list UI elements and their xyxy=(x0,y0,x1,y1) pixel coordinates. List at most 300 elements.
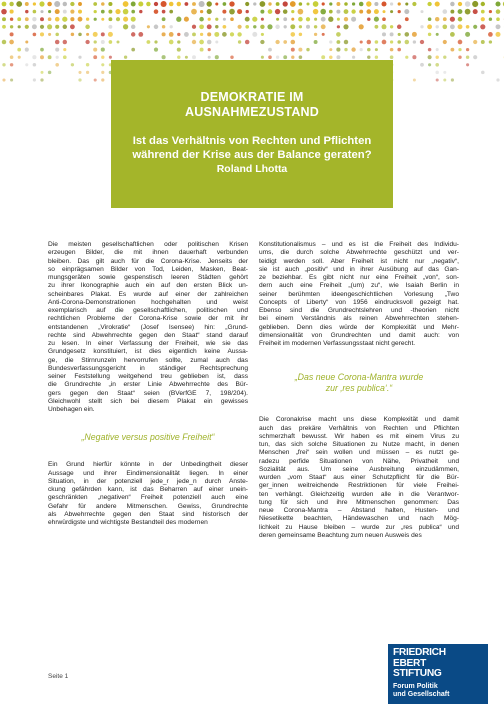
text-line: tun, das sich solche Situationen zu Nutze macht, in denen xyxy=(259,441,459,448)
decorative-dot xyxy=(78,78,81,81)
decorative-dot xyxy=(176,17,181,22)
decorative-dot xyxy=(10,25,13,28)
decorative-dot xyxy=(101,10,105,14)
decorative-dot xyxy=(63,10,67,14)
decorative-dot xyxy=(322,33,325,36)
decorative-dot xyxy=(154,9,159,14)
decorative-dot xyxy=(336,2,340,6)
text-line: Die Coronakrise macht uns diese Komplexität und damit xyxy=(259,416,459,424)
text-line: seiner berühmten ideengeschichtlichen Vorlesung „Two xyxy=(259,290,459,298)
decorative-dot xyxy=(63,55,67,59)
decorative-dot xyxy=(123,24,128,29)
decorative-dot xyxy=(275,25,280,30)
decorative-dot xyxy=(71,63,74,66)
text-line: schmerzhaft bewusst. Wir haben es mit einem Virus zu xyxy=(259,432,459,440)
decorative-dot xyxy=(496,24,501,29)
decorative-dot xyxy=(78,33,82,37)
decorative-dot xyxy=(360,40,363,43)
decorative-dot xyxy=(78,10,82,14)
subtitle-line-2: während der Krise aus der Balance geraten? xyxy=(132,149,372,161)
decorative-dot xyxy=(33,33,37,37)
decorative-dot xyxy=(48,17,52,21)
decorative-dot xyxy=(443,40,447,44)
decorative-dot xyxy=(25,48,29,52)
decorative-dot xyxy=(337,18,340,21)
decorative-dot xyxy=(162,25,166,29)
decorative-dot xyxy=(283,55,287,59)
decorative-dot xyxy=(131,2,136,7)
decorative-dot xyxy=(40,32,44,36)
decorative-dot xyxy=(70,24,75,29)
decorative-dot xyxy=(101,40,105,44)
decorative-dot xyxy=(229,1,234,6)
decorative-dot xyxy=(374,9,379,14)
text-line: ckung gefährden kann, ist das Beharren auf einer unein- xyxy=(48,486,248,493)
decorative-dot xyxy=(10,55,14,59)
decorative-dot xyxy=(131,48,135,52)
decorative-dot xyxy=(466,25,470,29)
decorative-dot xyxy=(252,17,257,22)
decorative-dot xyxy=(154,48,158,52)
decorative-dot xyxy=(63,40,67,44)
decorative-dot xyxy=(48,10,51,13)
decorative-dot xyxy=(337,25,340,28)
decorative-dot xyxy=(215,40,218,43)
decorative-dot xyxy=(229,9,235,15)
decorative-dot xyxy=(2,25,6,29)
decorative-dot xyxy=(488,32,493,37)
decorative-dot xyxy=(199,40,204,45)
text-line: scheinbares Plakat. Es wurde auf einer der zahlreichen xyxy=(48,290,248,298)
decorative-dot xyxy=(184,32,189,37)
text-line: die Grundrechte „in erster Linie Abwehrrechte des Bür- xyxy=(48,381,248,389)
decorative-dot xyxy=(398,2,401,5)
text-line: Ebenso sind die Grundrechtslehren und -theorien nicht xyxy=(259,307,459,314)
decorative-dot xyxy=(208,56,211,59)
text-line: Ein Grund hierfür könnte in der Unbedingtheit dieser xyxy=(48,461,248,469)
decorative-dot xyxy=(55,25,59,29)
decorative-dot xyxy=(390,55,394,59)
decorative-dot xyxy=(93,32,98,37)
decorative-dot xyxy=(383,10,386,13)
decorative-dot xyxy=(336,10,340,14)
decorative-dot xyxy=(70,2,74,6)
decorative-dot xyxy=(108,25,112,29)
decorative-dot xyxy=(366,9,371,14)
decorative-dot xyxy=(412,32,417,37)
decorative-dot xyxy=(200,33,203,36)
decorative-dot xyxy=(261,33,264,36)
text-line: Grundgesetz konstituiert, ist dies eigentlich keine Aussa- xyxy=(48,348,248,356)
text-line: ten verhängt. Gleichzeitig wurden alle in die Verantwor- xyxy=(259,490,459,498)
decorative-dot xyxy=(199,17,204,22)
decorative-dot xyxy=(10,10,14,14)
logo-subtitle xyxy=(393,683,488,699)
decorative-dot xyxy=(162,17,166,21)
decorative-dot xyxy=(276,2,280,6)
text-line: rechtlichen Probleme der Corona-Krise sowie der mit ihr xyxy=(48,315,248,323)
decorative-dot xyxy=(215,55,219,59)
decorative-dot xyxy=(222,10,226,14)
decorative-dot xyxy=(450,32,455,37)
text-line: ger_innen weitreichende Restriktionen für viele Freihei- xyxy=(259,482,459,490)
decorative-dot xyxy=(351,9,355,13)
decorative-dot xyxy=(382,40,387,45)
decorative-dot xyxy=(2,78,5,81)
decorative-dot xyxy=(94,10,97,13)
text-line: zu ihrer Ikonographie auch ein auf den ersten Blick un- xyxy=(48,282,248,290)
decorative-dot xyxy=(109,56,112,59)
decorative-dot xyxy=(465,32,470,37)
decorative-dot xyxy=(94,40,97,43)
decorative-dot xyxy=(329,2,332,5)
decorative-dot xyxy=(47,2,52,7)
logo-wordmark xyxy=(393,648,488,680)
text-line: auch das prekäre Verhältnis von Rechten und Pflichten xyxy=(259,424,459,432)
decorative-dot xyxy=(314,33,317,36)
decorative-dot xyxy=(260,1,266,7)
decorative-dot xyxy=(321,24,326,29)
decorative-dot xyxy=(18,25,21,28)
decorative-dot xyxy=(458,40,463,45)
text-line: Niesetikette beachten, Händewaschen und nach Mög- xyxy=(259,515,459,523)
text-line: Die meisten gesellschaftlichen oder politischen Krisen xyxy=(48,241,248,248)
decorative-dot xyxy=(200,10,203,13)
decorative-dot xyxy=(405,32,410,37)
decorative-dot xyxy=(435,17,439,21)
decorative-dot xyxy=(223,18,226,21)
decorative-dot xyxy=(85,25,90,30)
decorative-dot xyxy=(191,9,197,15)
decorative-dot xyxy=(215,25,218,28)
decorative-dot xyxy=(336,40,340,44)
text-line: Unbehagen ein. xyxy=(48,406,95,413)
decorative-dot xyxy=(78,17,83,22)
decorative-dot xyxy=(435,25,438,28)
decorative-dot xyxy=(344,2,348,6)
decorative-dot xyxy=(436,33,439,36)
decorative-dot xyxy=(443,79,446,82)
decorative-dot xyxy=(261,18,264,21)
logo-sub-line-1: Forum Politik xyxy=(393,682,438,690)
decorative-dot xyxy=(252,32,257,37)
decorative-dot xyxy=(86,63,89,66)
decorative-dot xyxy=(154,2,158,6)
decorative-dot xyxy=(299,25,302,28)
decorative-dot xyxy=(473,9,478,14)
logo-sub-line-2: und Gesellschaft xyxy=(393,690,450,698)
decorative-dot xyxy=(314,18,317,21)
decorative-dot xyxy=(123,9,129,15)
decorative-dot xyxy=(131,32,135,36)
decorative-dot xyxy=(450,48,454,52)
decorative-dot xyxy=(124,56,127,59)
decorative-dot xyxy=(458,2,462,6)
decorative-dot xyxy=(291,40,296,45)
decorative-dot xyxy=(245,2,249,6)
decorative-dot xyxy=(230,55,233,58)
decorative-dot xyxy=(291,32,296,37)
decorative-dot xyxy=(298,17,303,22)
decorative-dot xyxy=(397,48,401,52)
text-line: geschränkten „negativen“ Freiheit potenziell auch eine xyxy=(48,494,248,502)
decorative-dot xyxy=(276,56,279,59)
decorative-dot xyxy=(177,33,180,36)
decorative-dot xyxy=(63,48,66,51)
decorative-dot xyxy=(162,32,166,36)
decorative-dot xyxy=(192,2,196,6)
decorative-dot xyxy=(489,18,492,21)
decorative-dot xyxy=(367,48,371,52)
subtitle-line-1: Ist das Verhältnis von Rechten und Pflichten xyxy=(132,135,372,147)
decorative-dot xyxy=(276,18,279,21)
decorative-dot xyxy=(404,9,409,14)
page-subtitle xyxy=(121,134,383,162)
text-line: erzeugen Bilder, die mit ihnen dauerhaft verbunden xyxy=(48,249,248,257)
author-name: Roland Lhotta xyxy=(216,163,288,175)
decorative-dot xyxy=(184,17,189,22)
decorative-dot xyxy=(123,17,128,22)
decorative-dot xyxy=(321,55,325,59)
decorative-dot xyxy=(200,48,204,52)
text-line: mungsgeräten sowie gespenstisch leeren Städten gehört xyxy=(48,274,248,281)
decorative-dot xyxy=(237,32,241,36)
decorative-dot xyxy=(306,2,309,5)
text-line: Menschen „frei“ sein wollen und müssen – es nutzt ge- xyxy=(259,449,459,457)
decorative-dot xyxy=(375,48,378,51)
decorative-dot xyxy=(427,24,432,29)
decorative-dot xyxy=(291,56,294,59)
decorative-dot xyxy=(55,48,59,52)
decorative-dot xyxy=(458,9,463,14)
decorative-dot xyxy=(382,17,386,21)
decorative-dot xyxy=(390,32,394,36)
decorative-dot xyxy=(48,33,51,36)
decorative-dot xyxy=(329,40,332,43)
decorative-dot xyxy=(329,48,332,51)
decorative-dot xyxy=(314,40,318,44)
decorative-dot xyxy=(108,2,112,6)
decorative-dot xyxy=(185,56,188,59)
decorative-dot xyxy=(238,25,242,29)
decorative-dot xyxy=(283,1,288,6)
decorative-dot xyxy=(2,40,6,44)
decorative-dot xyxy=(16,1,22,7)
decorative-dot xyxy=(299,2,303,6)
decorative-dot xyxy=(40,17,44,21)
decorative-dot xyxy=(435,1,440,6)
decorative-dot xyxy=(375,25,379,29)
text-line: Aussage und ihrer Eindimensionalität liegen. In einer xyxy=(48,469,248,477)
decorative-dot xyxy=(2,63,5,66)
decorative-dot xyxy=(366,1,371,6)
decorative-dot xyxy=(101,78,104,81)
decorative-dot xyxy=(32,24,37,29)
decorative-dot xyxy=(473,40,477,44)
decorative-dot xyxy=(291,48,295,52)
decorative-dot xyxy=(238,40,241,43)
decorative-dot xyxy=(413,40,416,43)
decorative-dot xyxy=(131,10,135,14)
decorative-dot xyxy=(94,18,97,21)
decorative-dot xyxy=(299,55,303,59)
decorative-dot xyxy=(40,55,44,59)
decorative-dot xyxy=(207,32,211,36)
decorative-dot xyxy=(25,17,29,21)
decorative-dot xyxy=(9,40,14,45)
text-line: bleiben. Das gilt auch für die Corona-Krise. Jenseits der xyxy=(48,257,248,265)
text-line: geblieben. Denn dies würde der Komplexität und Mehr- xyxy=(259,323,459,331)
decorative-dot xyxy=(10,78,13,81)
decorative-dot xyxy=(268,55,272,59)
decorative-dot xyxy=(71,33,74,36)
decorative-dot xyxy=(62,17,67,22)
decorative-dot xyxy=(162,10,166,14)
decorative-dot xyxy=(390,2,393,5)
text-line: dimensionalität von Grundrechten und damit auch: von xyxy=(259,331,459,339)
decorative-dot xyxy=(192,32,196,36)
decorative-dot xyxy=(10,63,13,66)
logo-line-2: EBERT xyxy=(393,657,427,669)
decorative-dot xyxy=(481,2,485,6)
decorative-dot xyxy=(428,17,432,21)
decorative-dot xyxy=(344,17,348,21)
text-line: ehrwürdigste und wichtigste Bestandteil des modernen xyxy=(48,519,208,526)
title-line-1: DEMOKRATIE IM xyxy=(200,90,304,104)
decorative-dot xyxy=(9,2,13,6)
decorative-dot xyxy=(442,24,447,29)
decorative-dot xyxy=(413,79,416,82)
decorative-dot xyxy=(55,33,59,37)
decorative-dot xyxy=(359,2,364,7)
decorative-dot xyxy=(336,48,340,52)
paragraph-4 xyxy=(259,416,459,540)
decorative-dot xyxy=(322,2,325,5)
decorative-dot xyxy=(283,40,287,44)
decorative-dot xyxy=(390,40,393,43)
decorative-dot xyxy=(78,2,82,6)
decorative-dot xyxy=(390,25,393,28)
decorative-dot xyxy=(207,24,212,29)
decorative-dot xyxy=(32,17,36,21)
decorative-dot xyxy=(291,10,294,13)
decorative-dot xyxy=(328,17,333,22)
decorative-dot xyxy=(48,55,52,59)
decorative-dot xyxy=(86,33,89,36)
decorative-dot xyxy=(306,48,309,51)
decorative-dot xyxy=(291,18,294,21)
decorative-dot xyxy=(261,56,264,59)
decorative-dot xyxy=(359,24,364,29)
decorative-dot xyxy=(450,10,454,14)
decorative-dot xyxy=(10,32,14,36)
decorative-dot xyxy=(466,48,469,51)
decorative-dot xyxy=(435,71,439,75)
text-line: gers gegen den Staat“ seien (BVerfGE 7, 198/204). xyxy=(48,389,248,397)
decorative-dot xyxy=(93,48,97,52)
decorative-dot xyxy=(442,9,447,14)
text-line: so einprägsamen Bilder von Tod, Leiden, Masken, Beat- xyxy=(48,265,248,273)
paragraph-1 xyxy=(48,241,248,414)
decorative-dot xyxy=(185,2,189,6)
decorative-dot xyxy=(360,48,363,51)
decorative-dot xyxy=(101,32,105,36)
decorative-dot xyxy=(147,25,150,28)
decorative-dot xyxy=(299,33,302,36)
decorative-dot xyxy=(398,33,401,36)
decorative-dot xyxy=(138,1,143,6)
text-line: ums, die durch solche Abwehrrechte geschützt und ver- xyxy=(259,249,459,257)
decorative-dot xyxy=(420,40,424,44)
decorative-dot xyxy=(343,24,348,29)
decorative-dot xyxy=(2,2,7,7)
decorative-dot xyxy=(267,24,272,29)
decorative-dot xyxy=(480,24,485,29)
decorative-dot xyxy=(85,40,89,44)
text-line: zu lesen. In einer Verfassung der Freiheit, wie sie das xyxy=(48,340,248,347)
decorative-dot xyxy=(398,10,401,13)
decorative-dot xyxy=(207,40,212,45)
decorative-dot xyxy=(40,78,43,81)
decorative-dot xyxy=(466,55,469,58)
decorative-dot xyxy=(435,63,439,67)
decorative-dot xyxy=(465,9,471,15)
decorative-dot xyxy=(472,1,478,7)
logo-line-3: STIFTUNG xyxy=(393,668,442,679)
quote-line-2: zur ‚res publica‘.“ xyxy=(325,383,393,394)
text-line: bei einem Verständnis als reinen Abwehrrechten stehen- xyxy=(259,315,459,323)
decorative-dot xyxy=(367,17,370,20)
decorative-dot xyxy=(116,40,119,43)
decorative-dot xyxy=(55,9,60,14)
text-line: Sozialität aus. Um seine Ausbreitung einzudämmen, xyxy=(259,465,459,473)
decorative-dot xyxy=(450,17,455,22)
decorative-dot xyxy=(367,55,370,58)
text-line: Konstitutionalismus – und es ist die Freiheit des Individu- xyxy=(259,241,459,248)
text-column-right xyxy=(259,241,459,540)
decorative-dot xyxy=(436,48,439,51)
page-number: Seite 1 xyxy=(48,673,69,680)
decorative-dot xyxy=(55,17,60,22)
decorative-dot xyxy=(63,2,67,6)
decorative-dot xyxy=(33,78,36,81)
decorative-dot xyxy=(93,2,97,6)
text-line: seiner Feststellung weitgehend treu geblieben ist, dass xyxy=(48,373,248,380)
decorative-dot xyxy=(25,10,28,13)
decorative-dot xyxy=(154,40,157,43)
decorative-dot xyxy=(435,55,438,58)
decorative-dot xyxy=(320,9,326,15)
decorative-dot xyxy=(17,48,21,52)
decorative-dot xyxy=(450,2,454,6)
text-line: neue Corona-Mantra – Abstand halten, Husten- und xyxy=(259,507,459,514)
decorative-dot xyxy=(230,32,234,36)
decorative-dot xyxy=(131,17,136,22)
title-line-2: AUSNAHMEZUSTAND xyxy=(184,105,319,119)
decorative-dot xyxy=(94,78,97,81)
decorative-dot xyxy=(25,2,29,6)
decorative-dot xyxy=(443,17,447,21)
decorative-dot xyxy=(78,71,81,74)
text-line: lichkeit zu Hause bleiben – wurde zur „res publica“ und xyxy=(259,523,459,531)
decorative-dot xyxy=(246,10,249,13)
decorative-dot xyxy=(313,9,319,15)
decorative-dot xyxy=(245,17,250,22)
decorative-dot xyxy=(214,32,219,37)
decorative-dot xyxy=(412,55,416,59)
decorative-dot xyxy=(298,48,302,52)
decorative-dot xyxy=(298,9,304,15)
